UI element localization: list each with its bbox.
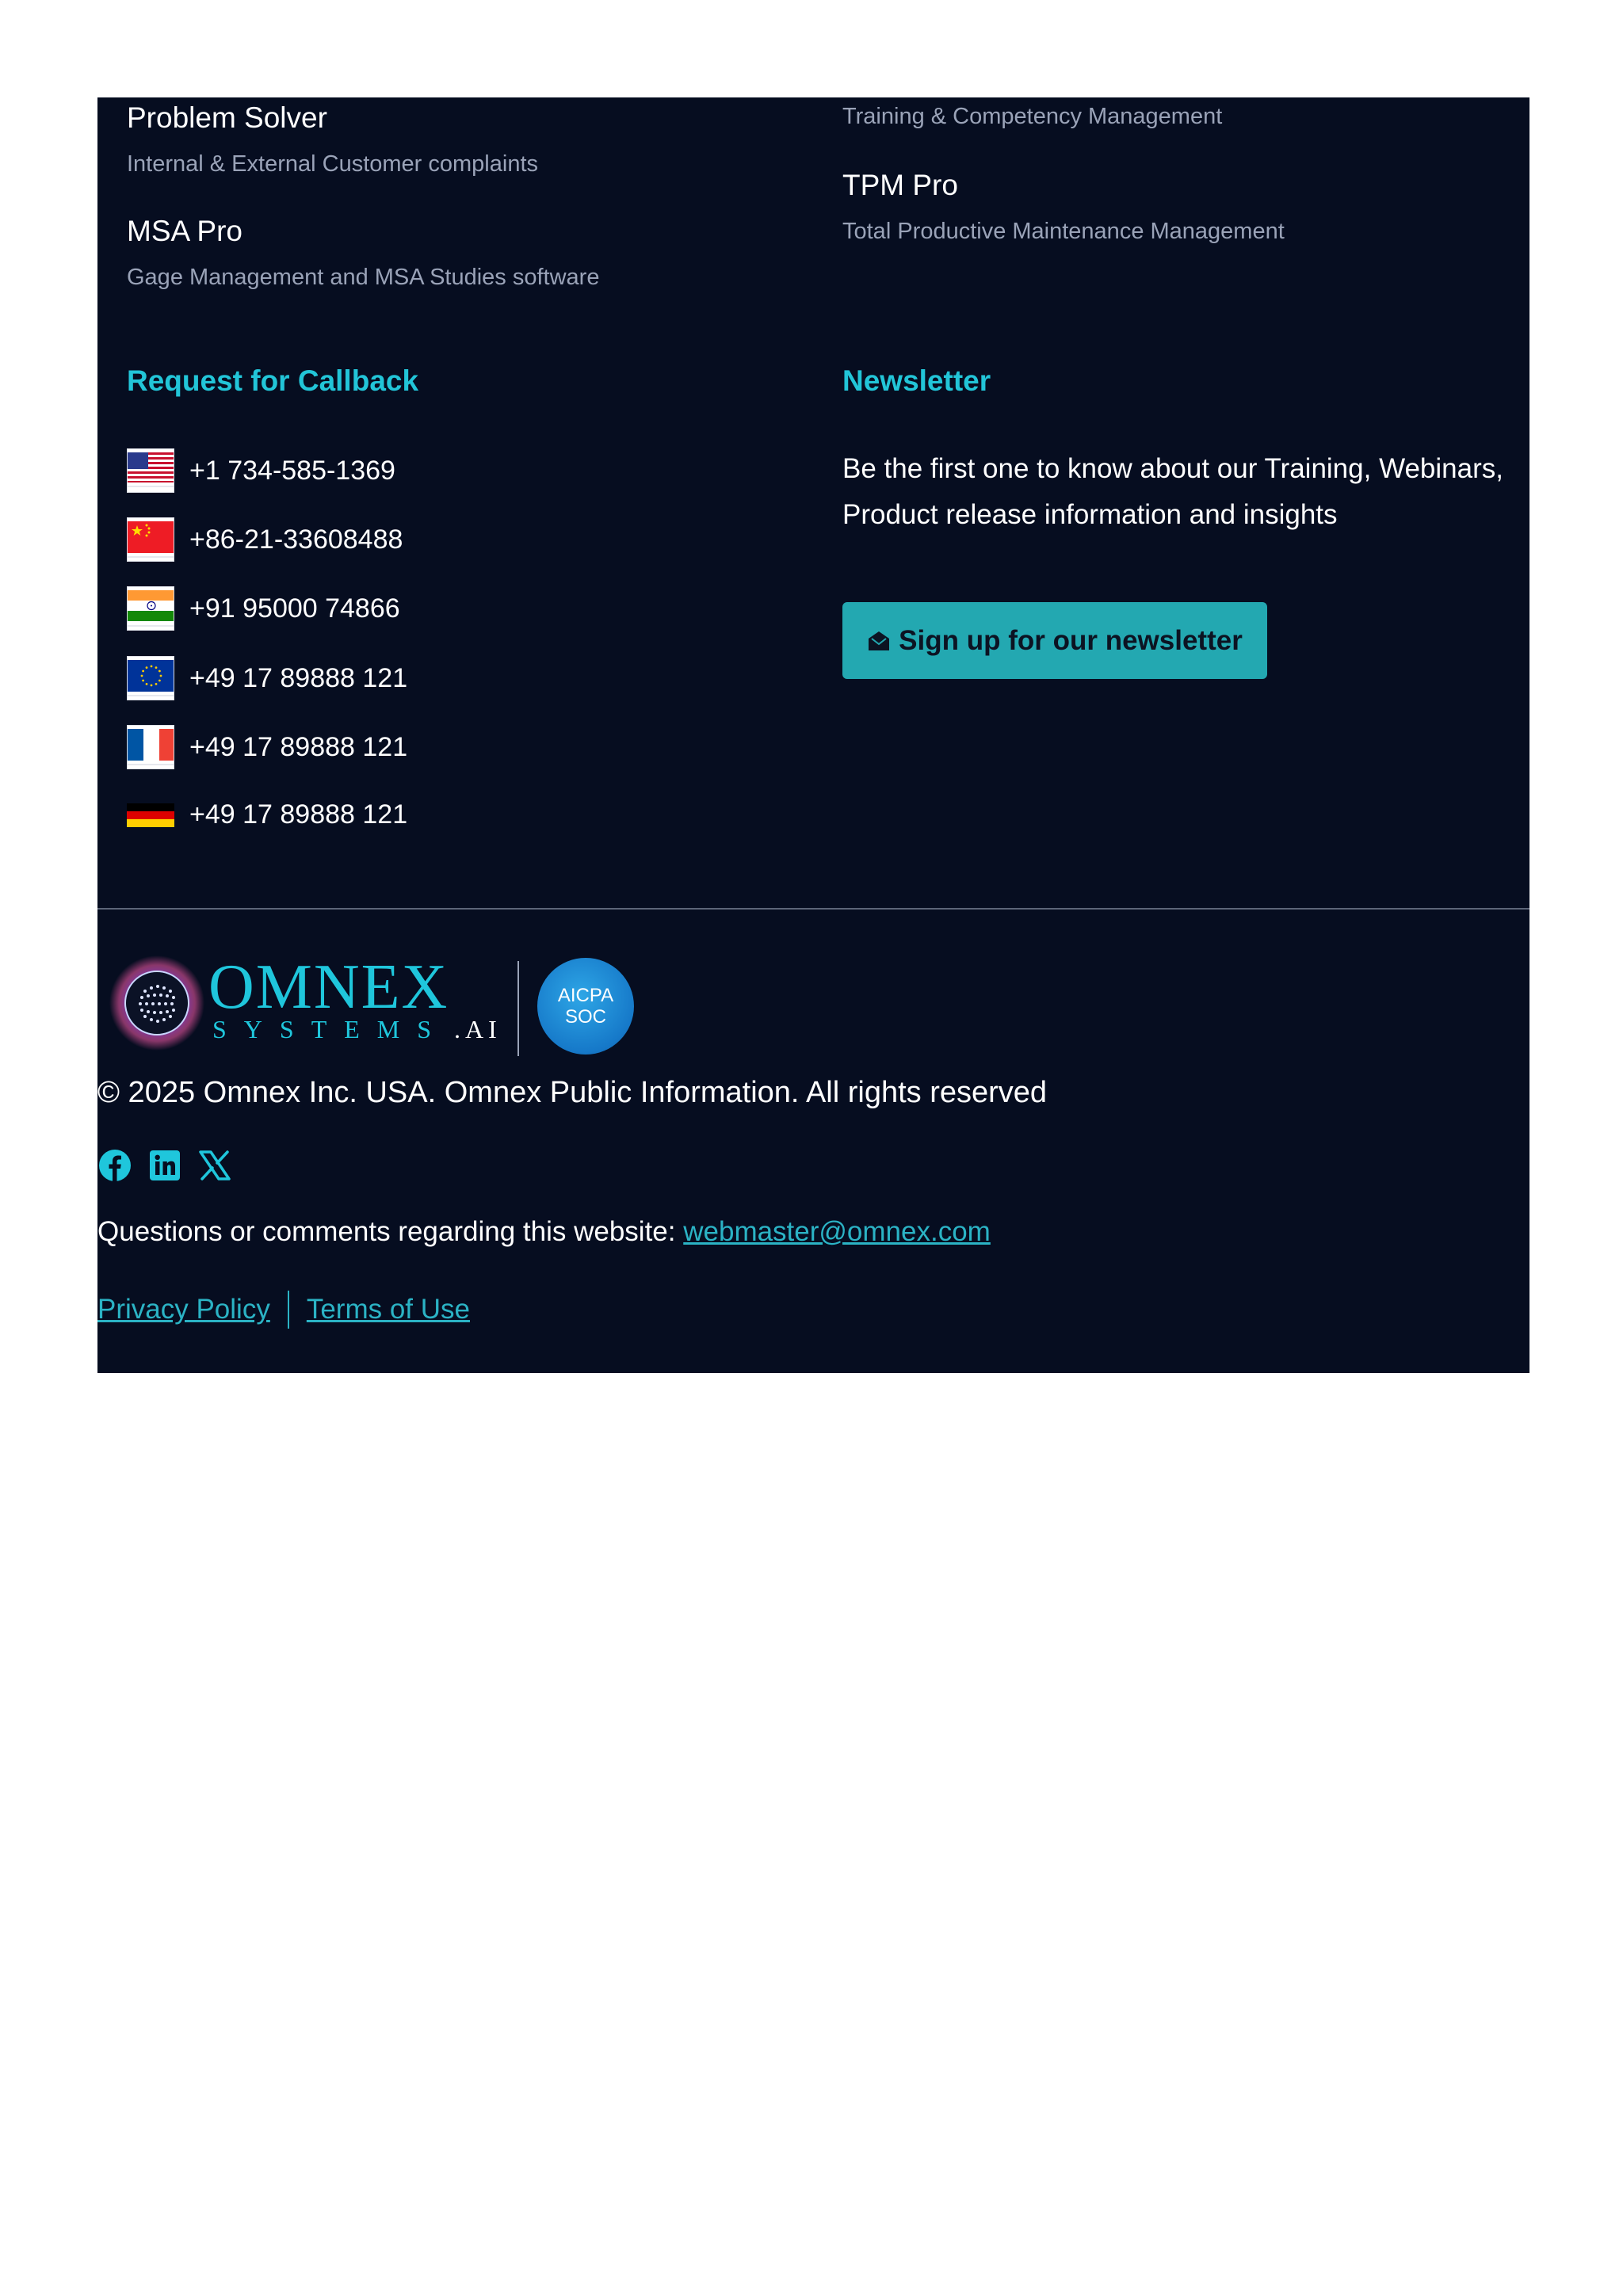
phone-row-usa[interactable] <box>127 448 395 493</box>
newsletter-button-label: Sign up for our newsletter <box>899 624 1243 656</box>
envelope-open-icon <box>867 630 891 652</box>
eu-flag-icon <box>127 656 174 700</box>
phone-number: +49 17 89888 121 <box>189 662 408 693</box>
social-links <box>97 1147 247 1184</box>
france-flag-icon <box>127 725 174 769</box>
phone-row-china[interactable] <box>127 517 403 562</box>
aicpa-soc-badge <box>537 958 634 1055</box>
phone-row-india[interactable] <box>127 586 400 631</box>
questions-text: Questions or comments regarding this website: <box>97 1216 684 1247</box>
legal-links <box>97 1290 470 1329</box>
linkedin-icon[interactable] <box>147 1148 182 1183</box>
brand-separator <box>517 961 519 1056</box>
product-desc-tpm-pro: Total Productive Maintenance Management <box>842 219 1285 244</box>
copyright-text: © 2025 Omnex Inc. USA. Omnex Public Information. All rights reserved <box>97 1076 1048 1109</box>
badge-line-1: AICPA <box>557 985 614 1006</box>
newsletter-description: Be the first one to know about our Training, Webinars, Product release information and insights <box>842 453 1503 530</box>
newsletter-signup-button[interactable] <box>842 602 1267 679</box>
globe-logo-icon <box>105 952 208 1055</box>
product-desc-problem-solver: Internal & External Customer complaints <box>127 151 538 177</box>
product-name-msa-pro[interactable]: MSA Pro <box>127 215 242 247</box>
phone-number: +49 17 89888 121 <box>189 799 408 830</box>
germany-flag-icon <box>127 792 174 837</box>
ai-wordmark: .AI <box>454 1015 502 1043</box>
china-flag-icon <box>127 517 174 562</box>
phone-number: +86-21-33608488 <box>189 524 403 555</box>
terms-of-use-link[interactable]: Terms of Use <box>306 1294 470 1325</box>
callback-heading: Request for Callback <box>127 364 419 397</box>
badge-line-2: SOC <box>564 1006 606 1028</box>
product-desc-msa-pro: Gage Management and MSA Studies software <box>127 265 600 290</box>
webmaster-email-link[interactable]: webmaster@omnex.com <box>683 1216 991 1247</box>
usa-flag-icon <box>127 448 174 493</box>
phone-number: +49 17 89888 121 <box>189 731 408 762</box>
x-twitter-icon[interactable] <box>197 1148 232 1183</box>
omnex-wordmark: OMNEX <box>208 952 449 1022</box>
phone-row-eu[interactable] <box>127 656 407 700</box>
brand-logo-area <box>105 952 660 1055</box>
systems-wordmark: SYSTEMS <box>212 1015 449 1043</box>
legal-separator <box>288 1291 289 1329</box>
contact-line <box>97 1216 991 1248</box>
phone-number: +1 734-585-1369 <box>189 455 395 486</box>
footer-divider <box>97 908 1529 910</box>
india-flag-icon <box>127 586 174 631</box>
product-name-tpm-pro[interactable]: TPM Pro <box>842 169 958 201</box>
phone-row-france[interactable] <box>127 725 407 769</box>
privacy-policy-link[interactable]: Privacy Policy <box>97 1294 270 1325</box>
phone-number: +91 95000 74866 <box>189 593 400 624</box>
product-name-problem-solver[interactable]: Problem Solver <box>127 101 327 134</box>
site-footer <box>97 97 1529 1373</box>
facebook-icon[interactable] <box>97 1148 132 1183</box>
newsletter-heading: Newsletter <box>842 364 991 397</box>
phone-row-germany[interactable] <box>127 792 407 837</box>
product-desc-training: Training & Competency Management <box>842 104 1223 129</box>
